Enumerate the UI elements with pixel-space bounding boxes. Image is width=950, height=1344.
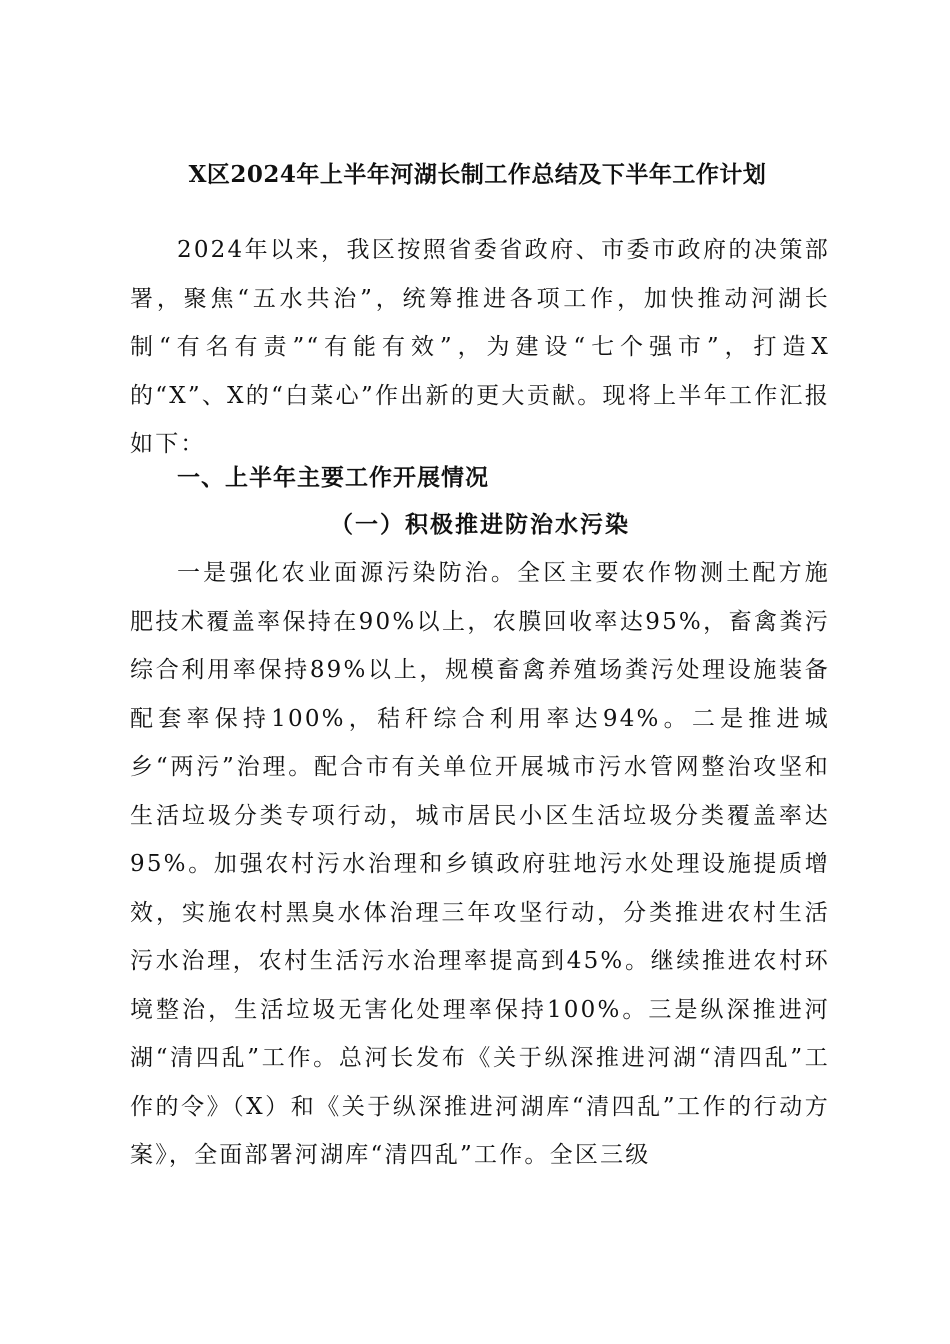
intro-paragraph: 2024年以来，我区按照省委省政府、市委市政府的决策部署，聚焦“五水共治”，统筹推进各项工作，加快推动河湖长制“有名有责”“有能有效”，为建设“七个强市”，打造X的“X”、X的“白菜心”作出新的更大贡献。现将上半年工作汇报如下： [130,237,830,457]
section-heading: 一、上半年主要工作开展情况 [177,465,489,491]
body-paragraph: 一是强化农业面源污染防治。全区主要农作物测土配方施肥技术覆盖率保持在90%以上，农膜回收率达95%，畜禽粪污综合利用率保持89%以上，规模畜禽养殖场粪污处理设施装备配套率保持100%，秸秆综合利用率达94%。二是推进城乡“两污”治理。配合市有关单位开展城市污水管网整治攻坚和生活垃圾分类专项行动，城市居民小区生活垃圾分类覆盖率达95%。加强农村污水治理和乡镇政府驻地污水处理设施提质增效，实施农村黑臭水体治理三年攻坚行动，分类推进农村生活污水治理，农村生活污水治理率提高到45%。继续推进农村环境整治，生活垃圾无害化处理率保持100%。三是纵深推进河湖“清四乱”工作。总河长发布《关于纵深推进河湖“清四乱”工作的令》（X）和《关于纵深推进河湖库“清四乱”工作的行动方案》，全面部署河湖库“清四乱”工作。全区三级 [130,560,830,1168]
document-title: X区2024年上半年河湖长制工作总结及下半年工作计划 [188,161,767,188]
subsection-heading: （一）积极推进防治水污染 [330,511,630,538]
